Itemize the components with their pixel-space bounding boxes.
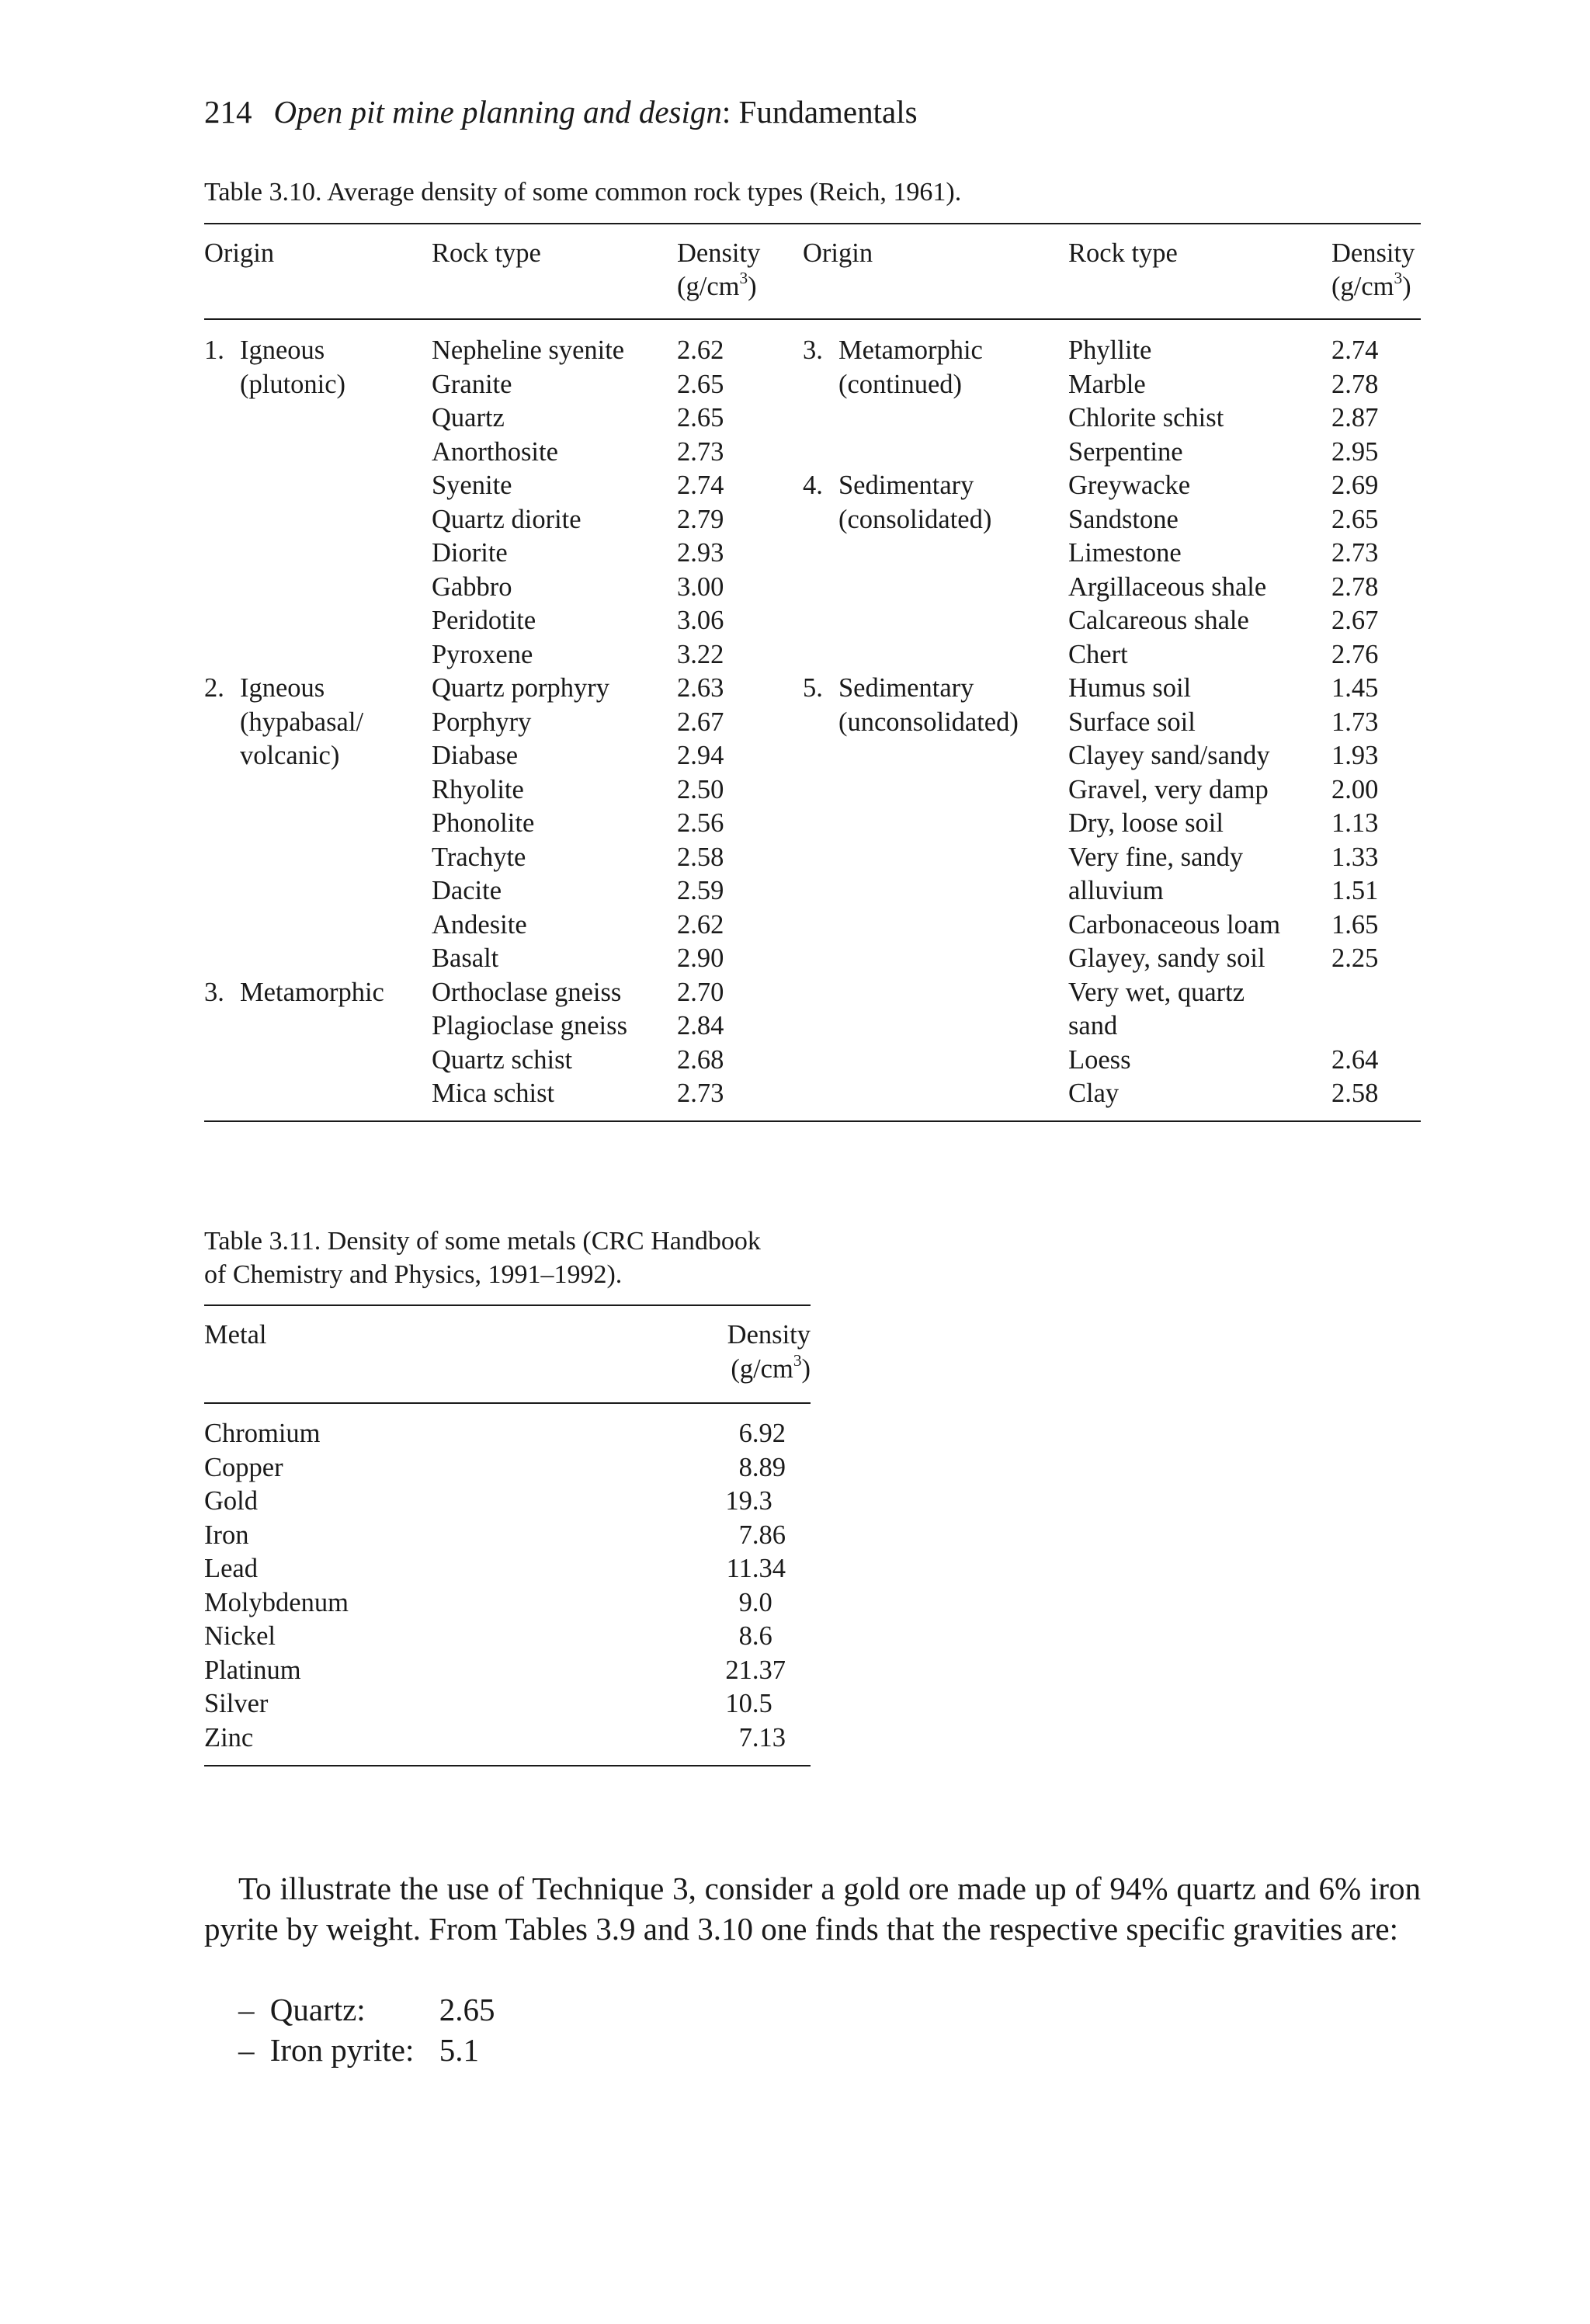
origin-label: (consolidated) [838,504,992,534]
rock-cell: Carbonaceous loam [1068,909,1281,940]
density-cell: 2.63 [677,673,724,703]
table-3-11-top-rule [204,1304,811,1306]
metal-cell: Nickel [204,1621,276,1651]
metal-cell: Iron [204,1520,249,1550]
metal-cell: Lead [204,1554,258,1583]
table-3-11-bottom-rule [204,1765,811,1766]
table-3-11-header-rule [204,1402,811,1404]
rock-cell: Very wet, quartz [1068,977,1245,1007]
density-cell: 2.56 [677,808,724,838]
density-cell: 2.58 [1331,1079,1379,1108]
density-cell: 2.94 [677,741,724,770]
list-value: 5.1 [439,2032,479,2068]
density-cell: 2.87 [1331,403,1379,432]
density-cell: 2.65 [677,403,724,432]
rock-cell: Clay [1068,1079,1120,1108]
metal-cell: Zinc [204,1722,254,1753]
density-cell: 2.90 [677,943,724,973]
rock-cell: Plagioclase gneiss [432,1011,627,1040]
book-title: Open pit mine planning and design [273,94,722,130]
rock-cell: Surface soil [1068,707,1196,737]
density-cell: 2.73 [677,436,724,467]
list-item [238,2031,479,2069]
rock-cell: Very fine, sandy [1068,842,1244,872]
origin-label: (continued) [838,369,963,399]
density-cell: 2.67 [1331,606,1379,635]
metal-cell: Platinum [204,1655,301,1685]
density-cell: 2.78 [1331,369,1379,399]
density-cell: 2.69 [1331,471,1379,500]
rock-cell: Anorthosite [432,436,558,467]
density-cell: 1.73 [1331,707,1379,737]
rock-cell: Phyllite [1068,335,1152,365]
rock-cell: Andesite [432,909,527,940]
rock-cell: Calcareous shale [1068,606,1249,635]
header-density-left: Density [677,238,761,268]
density-cell: 2.00 [1331,774,1379,804]
origin-label: Metamorphic [240,977,384,1007]
rock-cell: Pyroxene [432,639,533,669]
density-cell: 21.37 [725,1655,786,1685]
rock-cell: Nepheline syenite [432,335,625,365]
rock-cell: Porphyry [432,707,532,737]
rock-cell: Chert [1068,639,1128,669]
rock-cell: Basalt [432,943,499,973]
origin-number: 1. [204,335,224,365]
rock-cell: Trachyte [432,842,526,872]
rock-cell: Marble [1068,369,1146,399]
origin-number: 5. [803,673,823,703]
rock-cell: alluvium [1068,876,1164,905]
origin-label: (hypabasal/ [240,707,364,737]
rock-cell: Quartz diorite [432,504,581,534]
metal-cell: Copper [204,1452,283,1482]
rock-cell: Loess [1068,1044,1131,1075]
list-item [238,1991,495,2028]
list-dash: – [238,2032,255,2068]
rock-cell: Serpentine [1068,436,1183,467]
rock-cell: Rhyolite [432,774,524,804]
table-3-10-header-rule [204,318,1421,320]
rock-cell: sand [1068,1011,1118,1040]
body-paragraph [204,1868,1421,1949]
list-label: Iron pyrite: [269,2032,415,2068]
rock-cell: Peridotite [432,606,536,635]
density-cell: 2.93 [677,538,724,568]
origin-label: Igneous [240,673,325,703]
table-3-11-caption [204,1225,761,1291]
rock-cell: Quartz schist [432,1044,573,1075]
density-cell: 2.73 [1331,538,1379,568]
density-cell: 2.67 [677,707,724,737]
rock-cell: Orthoclase gneiss [432,977,622,1007]
rock-cell: Diorite [432,538,508,568]
density-cell: 2.64 [1331,1044,1379,1075]
rock-cell: Syenite [432,471,512,500]
density-cell: 8.89 [738,1452,786,1482]
density-cell: 3.22 [677,639,724,669]
density-cell: 2.50 [677,774,724,804]
header-origin-right: Origin [803,238,873,268]
header-density: Density [727,1320,811,1350]
rock-cell: Glayey, sandy soil [1068,943,1265,973]
origin-label: Metamorphic [838,335,983,365]
rock-cell: Greywacke [1068,471,1191,500]
density-cell: 2.95 [1331,436,1379,467]
rock-cell: Dry, loose soil [1068,808,1224,838]
density-cell: 1.45 [1331,673,1379,703]
rock-cell: Granite [432,369,512,399]
density-cell: 2.84 [677,1011,724,1040]
origin-number: 3. [803,335,823,365]
rock-cell: Diabase [432,741,519,770]
origin-number: 2. [204,673,224,703]
density-cell: 7.13 [738,1722,786,1753]
rock-cell: Dacite [432,876,502,905]
density-cell: 1.13 [1331,808,1379,838]
density-cell: 9.0 [738,1587,772,1617]
density-cell: 1.51 [1331,876,1379,905]
density-cell: 7.86 [738,1520,786,1550]
page-number: 214 [204,94,252,130]
density-cell: 2.25 [1331,943,1379,973]
density-cell: 6.92 [738,1419,786,1448]
density-cell: 2.62 [677,335,724,365]
density-cell: 10.5 [725,1689,772,1718]
density-cell: 2.65 [677,369,724,399]
paragraph-text: To illustrate the use of Technique 3, consider a gold ore made up of 94% quartz and 6% iron pyrite by weight. From Tables 3.9 and 3.10 one finds that the respective specific gravities are: [204,1871,1421,1947]
density-cell: 3.00 [677,571,724,602]
density-cell: 2.58 [677,842,724,872]
rock-cell: Clayey sand/sandy [1068,741,1270,770]
header-density-right: Density [1331,238,1415,268]
caption-line: Table 3.11. Density of some metals (CRC Handbook [204,1227,761,1256]
rock-cell: Chlorite schist [1068,403,1224,432]
origin-number: 4. [803,471,823,500]
density-cell: 2.74 [677,471,724,500]
list-dash: – [238,1992,255,2027]
density-cell: 2.59 [677,876,724,905]
origin-label: Igneous [240,335,325,365]
density-cell: 2.73 [677,1079,724,1108]
density-cell: 2.70 [677,977,724,1007]
origin-label: Sedimentary [838,673,974,703]
metal-cell: Molybdenum [204,1587,349,1617]
caption-line: of Chemistry and Physics, 1991–1992). [204,1260,623,1289]
rock-cell: Sandstone [1068,504,1179,534]
table-3-10-bottom-rule [204,1120,1421,1122]
density-cell: 11.34 [726,1554,786,1583]
rock-cell: Quartz [432,403,505,432]
origin-number: 3. [204,977,224,1007]
density-cell: 2.76 [1331,639,1379,669]
rock-cell: Quartz porphyry [432,673,609,703]
origin-label: volcanic) [240,741,340,770]
rock-cell: Humus soil [1068,673,1192,703]
rock-cell: Gabbro [432,571,512,602]
metal-cell: Gold [204,1486,258,1516]
density-cell: 2.68 [677,1044,724,1075]
density-cell: 3.06 [677,606,724,635]
metal-cell: Silver [204,1689,269,1718]
density-cell: 1.65 [1331,909,1379,940]
rock-cell: Mica schist [432,1079,555,1108]
density-cell: 1.93 [1331,741,1379,770]
book-subtitle: : Fundamentals [721,94,918,130]
origin-label: Sedimentary [838,471,974,500]
origin-label: (unconsolidated) [838,707,1019,737]
header-rock-type-right: Rock type [1068,238,1178,268]
density-cell: 1.33 [1331,842,1379,872]
header-density-unit-right: $(g/cm^3)$ [1331,269,1411,301]
rock-cell: Limestone [1068,538,1182,568]
origin-label: (plutonic) [240,369,346,399]
header-density-unit-left: $(g/cm^3)$ [677,269,757,301]
metal-cell: Chromium [204,1419,321,1448]
header-origin-left: Origin [204,238,275,268]
header-metal: Metal [204,1320,267,1350]
density-cell: 8.6 [738,1621,772,1651]
running-head [204,93,918,130]
density-cell: 2.74 [1331,335,1379,365]
header-density-unit: $(g/cm^3)$ [731,1350,811,1384]
density-cell: 19.3 [725,1486,772,1516]
list-label: Quartz: [269,1992,366,2027]
table-3-10-top-rule [204,223,1421,224]
density-cell: 2.79 [677,504,724,534]
rock-cell: Gravel, very damp [1068,774,1269,804]
header-rock-type-left: Rock type [432,238,541,268]
rock-cell: Argillaceous shale [1068,571,1267,602]
table-3-10-caption: Table 3.10. Average density of some common rock types (Reich, 1961). [204,178,962,207]
density-cell: 2.62 [677,909,724,940]
rock-cell: Phonolite [432,808,535,838]
density-cell: 2.65 [1331,504,1379,534]
list-value: 2.65 [439,1992,495,2027]
density-cell: 2.78 [1331,571,1379,602]
